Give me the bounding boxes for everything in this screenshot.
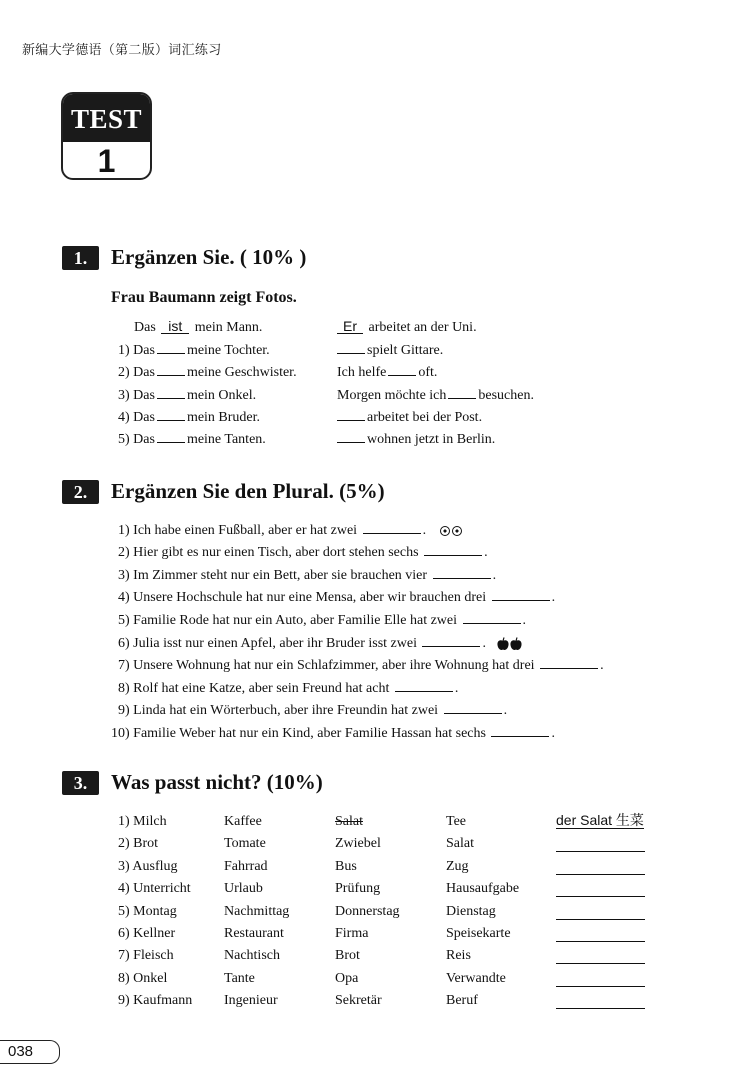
word-option: Restaurant: [224, 926, 284, 941]
test-badge-label: TEST: [63, 94, 150, 142]
item-period: .: [503, 703, 508, 718]
word-option-numbered: 1) Milch: [118, 814, 167, 829]
word-option: Nachmittag: [224, 903, 290, 919]
item-text: 9) Linda hat ein Wörterbuch, aber ihre Freundin hat zwei: [118, 703, 439, 718]
answer-blank[interactable]: [448, 387, 476, 399]
section-1-example-left: [134, 319, 262, 336]
answer-blank[interactable]: [157, 364, 185, 376]
section-1-item-left: [118, 342, 270, 359]
example-text: mein Mann.: [194, 320, 263, 335]
section-1-subtitle: Frau Baumann zeigt Fotos.: [111, 289, 297, 306]
word-option: Bus: [335, 858, 357, 874]
answer-blank[interactable]: [388, 364, 416, 376]
item-text: 1) Das: [118, 343, 155, 358]
item-period: .: [482, 636, 486, 651]
item-text: 5) Familie Rode hat nur ein Auto, aber Familie Elle hat zwei: [118, 613, 458, 628]
word-option: Donnerstag: [335, 903, 400, 919]
answer-blank[interactable]: [395, 680, 453, 692]
word-option: Tante: [224, 970, 255, 986]
word-option-numbered: 7) Fleisch: [118, 948, 174, 964]
answer-blank[interactable]: [422, 635, 480, 647]
word-option-numbered: 8) Onkel: [118, 970, 168, 986]
answer-blank[interactable]: [556, 919, 645, 920]
item-text: mein Bruder.: [186, 409, 261, 425]
word-option: Ingenieur: [224, 993, 278, 1009]
section-1-item-right: [337, 431, 495, 448]
item-period: .: [551, 726, 555, 741]
answer-blank[interactable]: [556, 896, 645, 897]
word-option: Dienstag: [446, 903, 496, 919]
answer-blank[interactable]: [433, 567, 491, 579]
answer-blank[interactable]: [556, 986, 645, 987]
word-option: Tomate: [224, 836, 266, 852]
item-text: besuchen.: [478, 387, 534, 403]
soccer-balls-icon: [438, 523, 462, 538]
answer-blank[interactable]: [556, 1008, 645, 1009]
section-1-item-left: [118, 364, 297, 381]
word-option-numbered: 5) Montag: [118, 903, 177, 919]
item-period: .: [484, 545, 488, 560]
item-text: Morgen möchte ich: [337, 387, 447, 403]
item-period: .: [454, 681, 459, 696]
answer-blank[interactable]: [424, 544, 482, 556]
section-1-item-left: [118, 387, 256, 404]
section-1-item-right: [337, 387, 534, 404]
item-text: wohnen jetzt in Berlin.: [367, 432, 496, 448]
example-text: arbeitet an der Uni.: [368, 320, 477, 335]
item-text: meine Geschwister.: [186, 365, 297, 381]
section-2-number: 2.: [62, 480, 99, 504]
item-period: .: [522, 613, 527, 628]
item-text: 1) Ich habe einen Fußball, aber er hat zwei: [118, 523, 358, 538]
item-text: 6) Julia isst nur einen Apfel, aber ihr Bruder isst zwei: [118, 636, 417, 651]
section-3-heading: [62, 770, 323, 795]
section-3-title: Was passt nicht? (10%): [111, 770, 323, 794]
answer-blank[interactable]: [363, 522, 421, 534]
word-option: Fahrrad: [224, 858, 268, 874]
plural-item: [118, 680, 458, 697]
word-option: Speisekarte: [446, 926, 511, 941]
answer-blank[interactable]: [556, 963, 645, 964]
plural-item: [118, 589, 555, 606]
answer-blank[interactable]: [556, 874, 645, 875]
word-option: Zug: [446, 858, 469, 874]
answer-blank[interactable]: [157, 342, 185, 354]
word-option-numbered: 4) Unterricht: [118, 881, 191, 897]
plural-item: [118, 522, 462, 539]
answer-blank[interactable]: [157, 387, 185, 399]
answer-blank[interactable]: [337, 342, 365, 354]
section-1-item-left: [118, 409, 260, 426]
answer-blank[interactable]: [556, 851, 645, 852]
plural-item: [118, 657, 604, 674]
word-option: Brot: [335, 948, 360, 964]
item-text: 8) Rolf hat eine Katze, aber sein Freund hat acht: [118, 681, 390, 696]
section-3-number: 3.: [62, 771, 99, 795]
item-text: mein Onkel.: [186, 387, 257, 403]
answer-blank[interactable]: [492, 589, 550, 601]
plural-item: [111, 725, 555, 742]
plural-item: [118, 702, 507, 719]
item-text: Ich helfe: [337, 365, 387, 381]
section-1-item-right: [337, 364, 437, 381]
section-1-item-right: [337, 409, 482, 426]
example-answer: ist: [161, 319, 189, 334]
item-text: spielt Gittare.: [367, 343, 444, 358]
apples-icon: [496, 636, 522, 651]
item-text: 10) Familie Weber hat nur ein Kind, aber Familie Hassan hat sechs: [111, 726, 486, 741]
test-badge-number: 1: [97, 143, 116, 179]
plural-item: [118, 612, 526, 629]
answer-blank[interactable]: [337, 431, 365, 443]
word-option-numbered: 2) Brot: [118, 836, 159, 852]
word-option-numbered: 3) Ausflug: [118, 858, 178, 874]
item-text: arbeitet bei der Post.: [367, 409, 483, 425]
example-answer: Er: [337, 319, 363, 334]
page-number: 038: [0, 1040, 60, 1064]
example-answer: der Salat 生菜: [556, 812, 644, 828]
plural-item: [118, 567, 496, 584]
item-text: 5) Das: [118, 432, 155, 448]
section-2-title: Ergänzen Sie den Plural. (5%): [111, 479, 385, 503]
book-title: 新编大学德语（第二版）词汇练习: [22, 43, 222, 58]
item-text: meine Tanten.: [186, 432, 266, 448]
section-1-title: Ergänzen Sie. ( 10% ): [111, 245, 307, 269]
word-option: Verwandte: [446, 970, 506, 986]
item-text: oft.: [418, 365, 438, 381]
item-text: 4) Unsere Hochschule hat nur eine Mensa, aber wir brauchen drei: [118, 590, 487, 605]
word-option: Prüfung: [335, 881, 381, 897]
word-option: Firma: [335, 926, 369, 941]
word-option: Hausaufgabe: [446, 881, 520, 897]
word-option: Salat: [335, 814, 363, 829]
section-1-heading: [62, 245, 306, 270]
item-text: meine Tochter.: [186, 343, 270, 358]
section-1-number: 1.: [62, 246, 99, 270]
plural-item: [118, 635, 522, 652]
word-option: Zwiebel: [335, 836, 381, 852]
section-1-example-right: [337, 319, 477, 336]
answer-blank[interactable]: [540, 657, 598, 669]
item-text: 7) Unsere Wohnung hat nur ein Schlafzimmer, aber ihre Wohnung hat drei: [118, 658, 535, 673]
item-period: .: [492, 568, 497, 583]
word-option: Tee: [446, 814, 467, 829]
word-option: Urlaub: [224, 881, 263, 897]
item-period: .: [600, 658, 604, 673]
item-text: 2) Hier gibt es nur einen Tisch, aber dort stehen sechs: [118, 545, 419, 560]
answer-blank[interactable]: [463, 612, 521, 624]
item-period: .: [422, 523, 427, 538]
word-option: Reis: [446, 948, 471, 964]
word-option: Sekretär: [335, 993, 382, 1009]
answer-blank[interactable]: [491, 725, 549, 737]
section-1-item-right: [337, 342, 443, 359]
answer-blank[interactable]: [157, 409, 185, 421]
item-text: 2) Das: [118, 365, 155, 381]
answer-blank[interactable]: [444, 702, 502, 714]
word-option-numbered: 9) Kaufmann: [118, 993, 193, 1009]
answer-blank[interactable]: [157, 431, 185, 443]
answer-blank[interactable]: [337, 409, 365, 421]
word-option: Beruf: [446, 993, 478, 1009]
item-text: 4) Das: [118, 409, 155, 425]
section-1-item-left: [118, 431, 266, 448]
word-option: Nachtisch: [224, 948, 280, 964]
word-option: Opa: [335, 970, 359, 986]
word-option: Salat: [446, 836, 474, 852]
item-text: 3) Das: [118, 387, 155, 403]
section-2-heading: [62, 479, 385, 504]
word-option: Kaffee: [224, 814, 262, 829]
test-badge: [61, 92, 152, 180]
example-text: Das: [134, 320, 156, 335]
item-period: .: [551, 590, 556, 605]
item-text: 3) Im Zimmer steht nur ein Bett, aber sie brauchen vier: [118, 568, 428, 583]
plural-item: [118, 544, 488, 561]
answer-blank[interactable]: [556, 941, 645, 942]
word-option-numbered: 6) Kellner: [118, 926, 176, 941]
